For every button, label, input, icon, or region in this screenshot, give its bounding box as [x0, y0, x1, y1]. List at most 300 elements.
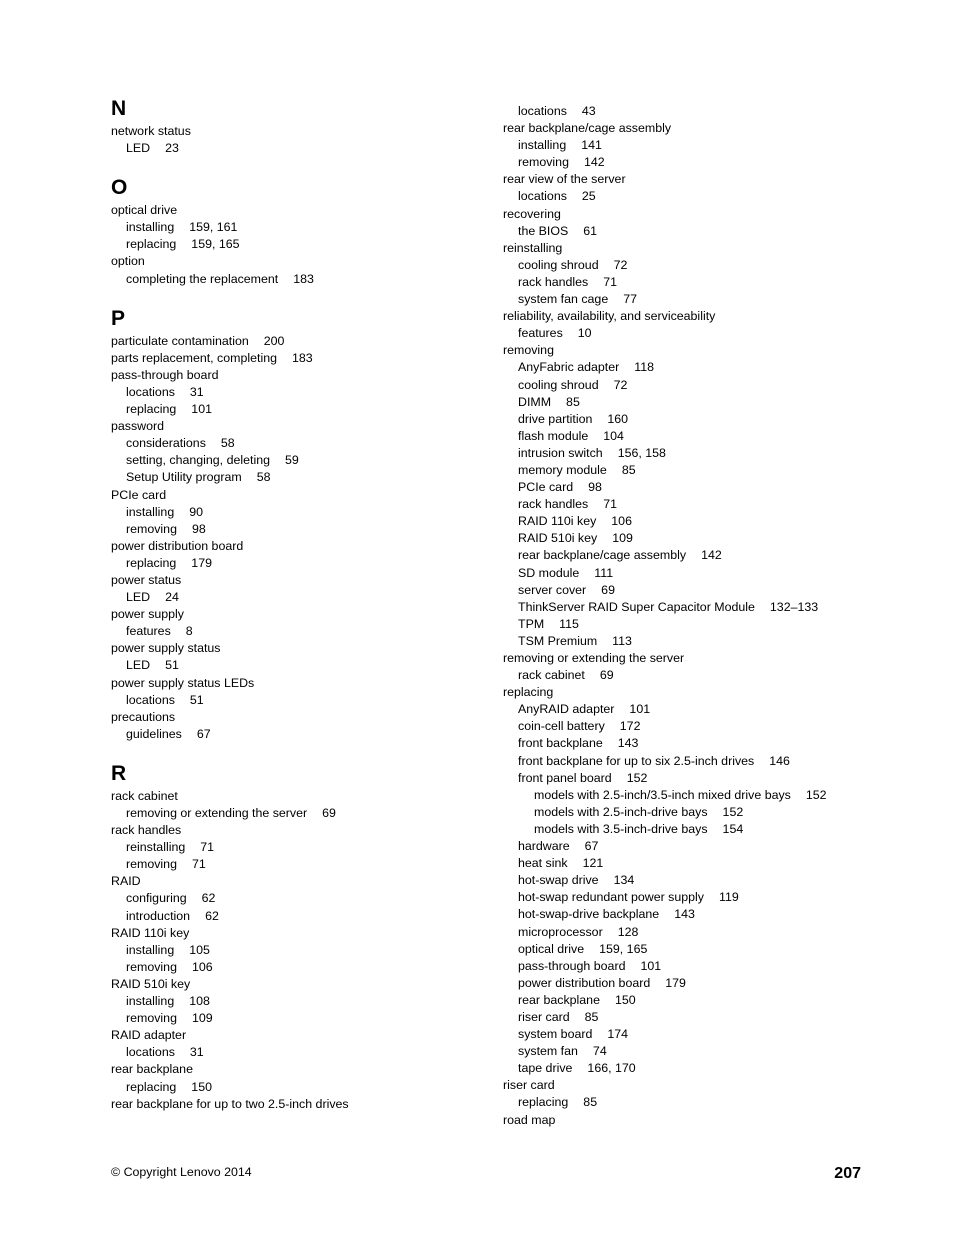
entry-term: hardware — [518, 839, 570, 854]
entry-page-ref[interactable]: 62 — [201, 891, 216, 906]
entry-term: reliability, availability, and serviceability — [503, 309, 716, 324]
entry-term: replacing — [126, 402, 177, 417]
entry-term: rack cabinet — [111, 788, 178, 803]
entry-term: microprocessor — [518, 924, 603, 939]
index-subentry — [503, 530, 933, 547]
entry-page-ref[interactable]: 24 — [165, 590, 179, 605]
entry-term: rack handles — [518, 497, 589, 512]
entry-page-ref[interactable]: 58 — [256, 470, 271, 485]
entry-page-ref[interactable]: 25 — [581, 189, 596, 204]
index-entry — [111, 788, 491, 805]
index-entry — [111, 606, 491, 623]
index-subentry — [503, 274, 933, 291]
index-subentry — [503, 565, 933, 582]
entry-page-ref[interactable]: 59 — [284, 453, 299, 468]
entry-term: particulate contamination — [111, 333, 249, 348]
index-subsubentry — [503, 821, 933, 838]
entry-page-ref[interactable]: 77 — [623, 292, 638, 307]
index-subentry — [111, 401, 491, 418]
index-subentry — [111, 452, 491, 469]
entry-term: completing the replacement — [126, 271, 279, 286]
entry-term: locations — [126, 384, 175, 399]
entry-term: the BIOS — [518, 223, 569, 238]
entry-page-ref[interactable]: 72 — [613, 257, 628, 272]
index-entry — [111, 350, 491, 367]
index-subentry — [503, 462, 933, 479]
index-subentry — [503, 445, 933, 462]
entry-term: rear backplane — [111, 1062, 193, 1077]
entry-page-ref[interactable]: 10 — [577, 326, 592, 341]
index-entry — [503, 308, 933, 325]
entry-term: locations — [518, 189, 567, 204]
entry-term: replacing — [518, 1095, 569, 1110]
entry-page-ref[interactable]: 101 — [191, 402, 212, 417]
entry-term: system fan — [518, 1044, 578, 1059]
entry-term: rear view of the server — [503, 172, 626, 187]
index-entry — [503, 171, 933, 188]
index-subentry — [503, 1009, 933, 1026]
entry-term: removing or extending the server — [503, 651, 685, 665]
index-subentry — [111, 623, 491, 640]
index-entry — [111, 925, 491, 942]
index-entry — [503, 1077, 933, 1094]
entry-page-ref[interactable]: 85 — [566, 394, 580, 409]
entry-term: power distribution board — [518, 975, 651, 990]
index-subentry — [503, 975, 933, 992]
entry-term: cooling shroud — [518, 257, 599, 272]
entry-term: hot-swap drive — [518, 873, 599, 888]
entry-term: cooling shroud — [518, 377, 599, 392]
entry-page-ref[interactable]: 111 — [594, 565, 614, 580]
index-subentry — [111, 1079, 491, 1096]
entry-term: hot-swap-drive backplane — [518, 907, 660, 922]
entry-term: PCIe card — [518, 480, 574, 495]
entry-page-ref[interactable]: 141 — [581, 138, 602, 153]
index-subentry — [111, 805, 491, 822]
index-entry — [111, 709, 491, 726]
index-subentry — [111, 856, 491, 873]
index-entry — [111, 873, 491, 890]
entry-term: removing — [126, 959, 177, 974]
index-subentry — [503, 924, 933, 941]
entry-page-ref[interactable]: 156, 158 — [617, 445, 666, 460]
entry-term: TSM Premium — [518, 633, 598, 648]
index-subentry — [503, 223, 933, 240]
entry-page-ref[interactable]: 154 — [722, 821, 744, 836]
index-entry — [111, 418, 491, 435]
entry-page-ref[interactable]: 31 — [189, 1045, 204, 1060]
entry-term: rack handles — [111, 823, 182, 838]
entry-page-ref[interactable]: 143 — [617, 736, 639, 751]
entry-term: hot-swap redundant power supply — [518, 890, 704, 905]
entry-term: coin-cell battery — [518, 719, 605, 734]
index-subentry — [111, 435, 491, 452]
index-subentry — [111, 908, 491, 925]
index-letter-heading: O — [111, 176, 128, 200]
index-entry — [111, 487, 491, 504]
index-subentry — [111, 890, 491, 907]
index-subentry — [503, 992, 933, 1009]
entry-term: optical drive — [111, 203, 178, 218]
entry-page-ref[interactable]: 43 — [581, 104, 596, 118]
entry-term: RAID 110i key — [111, 925, 190, 940]
entry-term: models with 2.5-inch-drive bays — [534, 804, 708, 819]
entry-page-ref[interactable]: 31 — [189, 384, 204, 399]
entry-term: road map — [503, 1112, 556, 1127]
entry-term: removing — [126, 857, 177, 872]
entry-page-ref[interactable]: 85 — [584, 1009, 599, 1024]
entry-page-ref[interactable]: 105 — [189, 942, 210, 957]
entry-term: removing — [503, 343, 554, 358]
index-entry — [111, 822, 491, 839]
entry-page-ref[interactable]: 101 — [640, 958, 662, 973]
entry-page-ref[interactable]: 115 — [559, 616, 579, 631]
entry-term: features — [126, 624, 171, 639]
entry-page-ref[interactable]: 142 — [701, 548, 722, 563]
index-entry — [111, 1061, 491, 1078]
index-subentry — [503, 889, 933, 906]
index-subentry — [503, 1094, 933, 1111]
entry-term: password — [111, 419, 165, 434]
entry-term: TPM — [518, 616, 545, 631]
entry-page-ref[interactable]: 166, 170 — [587, 1061, 636, 1076]
entry-term: LED — [126, 658, 151, 673]
entry-page-ref[interactable]: 51 — [165, 658, 179, 673]
entry-page-ref[interactable]: 134 — [613, 873, 635, 888]
entry-term: front backplane for up to six 2.5-inch drives — [518, 753, 755, 768]
entry-term: option — [111, 254, 145, 269]
index-subentry — [503, 377, 933, 394]
entry-term: reinstalling — [126, 840, 186, 855]
index-subentry — [503, 1026, 933, 1043]
index-entry — [111, 333, 491, 350]
entry-term: rear backplane — [518, 992, 600, 1007]
index-subentry — [503, 616, 933, 633]
entry-term: setting, changing, deleting — [126, 453, 270, 468]
entry-term: system fan cage — [518, 292, 609, 307]
entry-term: optical drive — [518, 941, 585, 956]
entry-term: front panel board — [518, 770, 612, 785]
index-subsubentry — [503, 787, 933, 804]
entry-term: installing — [126, 220, 175, 235]
entry-term: RAID adapter — [111, 1028, 187, 1043]
entry-term: rear backplane for up to two 2.5-inch drives — [111, 1096, 349, 1111]
index-entry — [111, 572, 491, 589]
page-number: 207 — [834, 1165, 861, 1182]
entry-page-ref[interactable]: 142 — [583, 155, 605, 170]
index-subentry — [503, 753, 933, 770]
entry-term: RAID 510i key — [518, 531, 598, 546]
entry-term: SD module — [518, 565, 580, 580]
entry-page-ref[interactable]: 61 — [583, 223, 598, 238]
index-subentry — [503, 325, 933, 342]
index-subentry — [111, 140, 491, 157]
index-subentry — [503, 513, 933, 530]
entry-term: replacing — [126, 237, 177, 252]
entry-term: LED — [126, 590, 151, 605]
entry-term: features — [518, 326, 563, 341]
index-letter-heading: R — [111, 761, 127, 785]
index-subsubentry — [503, 804, 933, 821]
index-subentry — [503, 906, 933, 923]
index-entry — [503, 650, 933, 667]
index-subentry — [503, 855, 933, 872]
index-subentry — [111, 219, 491, 236]
index-subentry — [111, 521, 491, 538]
entry-term: ThinkServer RAID Super Capacitor Module — [518, 599, 755, 614]
index-subentry — [503, 599, 933, 616]
entry-term: locations — [126, 692, 175, 707]
index-subentry — [503, 188, 933, 205]
entry-page-ref[interactable]: 109 — [612, 531, 633, 546]
entry-term: DIMM — [518, 394, 552, 409]
entry-page-ref[interactable]: 128 — [617, 924, 639, 939]
entry-page-ref[interactable]: 106 — [611, 514, 632, 529]
entry-page-ref[interactable]: 23 — [165, 141, 179, 156]
entry-page-ref[interactable]: 119 — [718, 890, 739, 905]
index-entry — [111, 253, 491, 270]
index-subentry — [111, 839, 491, 856]
entry-term: riser card — [503, 1078, 555, 1093]
entry-term: considerations — [126, 436, 206, 451]
entry-page-ref[interactable]: 152 — [805, 787, 827, 802]
entry-page-ref[interactable]: 146 — [769, 753, 790, 768]
entry-page-ref[interactable]: 69 — [599, 668, 614, 683]
entry-term: guidelines — [126, 726, 182, 741]
entry-page-ref[interactable]: 101 — [629, 702, 651, 717]
index-subentry — [111, 692, 491, 709]
entry-page-ref[interactable]: 71 — [191, 857, 206, 872]
entry-term: power distribution board — [111, 538, 244, 553]
entry-page-ref[interactable]: 69 — [322, 806, 336, 820]
entry-page-ref[interactable]: 109 — [191, 1011, 213, 1026]
entry-term: PCIe card — [111, 487, 167, 502]
index-entry — [503, 240, 933, 257]
entry-term: Setup Utility program — [126, 470, 242, 485]
entry-page-ref[interactable]: 200 — [263, 333, 285, 348]
index-subentry — [111, 271, 491, 288]
entry-page-ref[interactable]: 106 — [191, 959, 213, 974]
entry-page-ref[interactable]: 62 — [205, 908, 219, 923]
footer-copyright: © Copyright Lenovo 2014 — [111, 1165, 252, 1179]
entry-page-ref[interactable]: 132–133 — [769, 599, 819, 614]
entry-page-ref[interactable]: 152 — [626, 770, 648, 785]
entry-page-ref[interactable]: 172 — [619, 719, 641, 734]
entry-term: front backplane — [518, 736, 603, 751]
entry-term: server cover — [518, 582, 587, 597]
entry-page-ref[interactable]: 71 — [200, 840, 215, 855]
entry-term: flash module — [518, 428, 589, 443]
index-subentry — [503, 1060, 933, 1077]
index-subentry — [111, 384, 491, 401]
entry-page-ref[interactable]: 71 — [603, 497, 618, 512]
entry-term: reinstalling — [503, 240, 563, 255]
entry-term: heat sink — [518, 856, 568, 871]
entry-page-ref[interactable]: 159, 165 — [191, 237, 240, 252]
entry-page-ref[interactable]: 71 — [603, 274, 618, 289]
entry-page-ref[interactable]: 108 — [189, 994, 210, 1009]
index-subentry — [111, 959, 491, 976]
entry-term: models with 2.5-inch/3.5-inch mixed drive bays — [534, 787, 791, 802]
index-entry — [503, 342, 933, 359]
index-subentry — [503, 838, 933, 855]
entry-term: pass-through board — [111, 367, 219, 382]
entry-page-ref[interactable]: 121 — [582, 856, 604, 871]
entry-page-ref[interactable]: 98 — [191, 521, 206, 536]
entry-page-ref[interactable]: 179 — [191, 555, 212, 570]
entry-term: removing — [126, 1011, 177, 1026]
index-subentry — [503, 291, 933, 308]
entry-term: RAID 110i key — [518, 514, 597, 529]
entry-term: riser card — [518, 1009, 570, 1024]
entry-page-ref[interactable]: 51 — [189, 692, 204, 707]
entry-term: precautions — [111, 709, 176, 724]
entry-page-ref[interactable]: 152 — [722, 804, 744, 819]
index-subentry — [503, 359, 933, 376]
entry-term: network status — [111, 124, 191, 138]
index-subentry — [111, 993, 491, 1010]
index-entry — [111, 538, 491, 555]
index-subentry — [503, 958, 933, 975]
entry-term: pass-through board — [518, 958, 626, 973]
entry-term: RAID 510i key — [111, 976, 191, 991]
entry-term: removing — [126, 521, 177, 536]
index-entry — [111, 976, 491, 993]
index-subentry — [111, 1010, 491, 1027]
entry-term: models with 3.5-inch-drive bays — [534, 821, 708, 836]
entry-page-ref[interactable]: 69 — [601, 582, 615, 597]
index-subentry — [503, 428, 933, 445]
entry-term: introduction — [126, 908, 191, 923]
entry-term: installing — [126, 994, 175, 1009]
entry-term: rack cabinet — [518, 668, 585, 683]
entry-term: drive partition — [518, 411, 593, 426]
entry-term: parts replacement, completing — [111, 350, 277, 365]
entry-term: configuring — [126, 891, 187, 906]
index-subentry — [111, 469, 491, 486]
index-subentry — [503, 479, 933, 496]
index-column-left — [111, 95, 491, 1113]
entry-page-ref[interactable]: 118 — [634, 360, 655, 375]
index-entry — [111, 640, 491, 657]
entry-page-ref[interactable]: 159, 165 — [599, 941, 648, 956]
entry-term: installing — [126, 942, 175, 957]
index-entry — [503, 206, 933, 223]
entry-page-ref[interactable]: 143 — [674, 907, 695, 922]
entry-page-ref[interactable]: 179 — [665, 975, 686, 990]
entry-page-ref[interactable]: 160 — [607, 411, 629, 426]
entry-page-ref[interactable]: 67 — [584, 839, 599, 854]
entry-term: power status — [111, 572, 182, 587]
index-subentry — [503, 941, 933, 958]
index-subentry — [503, 394, 933, 411]
entry-page-ref[interactable]: 85 — [621, 462, 636, 477]
entry-term: power supply — [111, 607, 185, 622]
entry-term: AnyRAID adapter — [518, 702, 615, 717]
index-subentry — [503, 872, 933, 889]
entry-term: power supply status LEDs — [111, 675, 255, 690]
entry-term: removing or extending the server — [126, 806, 308, 820]
index-subentry — [503, 1043, 933, 1060]
index-subentry — [503, 633, 933, 650]
entry-term: locations — [126, 1045, 175, 1060]
entry-page-ref[interactable]: 104 — [603, 428, 624, 443]
index-subentry — [503, 411, 933, 428]
entry-page-ref[interactable]: 90 — [189, 504, 204, 519]
entry-term: LED — [126, 141, 151, 156]
entry-term: locations — [518, 104, 567, 118]
entry-page-ref[interactable]: 72 — [613, 377, 628, 392]
entry-page-ref[interactable]: 183 — [293, 271, 314, 286]
index-subentry — [111, 236, 491, 253]
index-subentry — [503, 154, 933, 171]
index-letter-heading: N — [111, 97, 127, 120]
entry-page-ref[interactable]: 150 — [191, 1079, 212, 1094]
index-subentry — [111, 504, 491, 521]
entry-term: memory module — [518, 462, 607, 477]
index-column-right — [503, 103, 933, 1129]
entry-page-ref[interactable]: 85 — [583, 1095, 598, 1110]
entry-page-ref[interactable]: 74 — [592, 1044, 607, 1059]
entry-term: power supply status — [111, 641, 221, 656]
index-letter-heading: P — [111, 306, 126, 330]
index-subentry — [503, 547, 933, 564]
index-subentry — [503, 667, 933, 684]
index-subentry — [111, 657, 491, 674]
index-entry — [111, 367, 491, 384]
entry-term: tape drive — [518, 1061, 573, 1076]
entry-page-ref[interactable]: 8 — [185, 624, 193, 639]
entry-page-ref[interactable]: 159, 161 — [189, 220, 238, 235]
index-subentry — [503, 735, 933, 752]
index-subentry — [503, 718, 933, 735]
entry-term: rear backplane/cage assembly — [518, 548, 687, 563]
index-entry — [111, 675, 491, 692]
entry-term: recovering — [503, 206, 561, 221]
index-entry — [503, 684, 933, 701]
entry-page-ref[interactable]: 183 — [291, 350, 313, 365]
entry-term: replacing — [503, 685, 554, 700]
entry-term: replacing — [126, 1079, 177, 1094]
index-subentry — [503, 701, 933, 718]
index-subentry — [503, 137, 933, 154]
index-subentry — [503, 103, 933, 120]
index-subentry — [111, 555, 491, 572]
index-entry — [503, 1112, 933, 1129]
entry-term: removing — [518, 155, 569, 170]
index-entry — [503, 120, 933, 137]
entry-term: AnyFabric adapter — [518, 360, 620, 375]
index-subentry — [111, 589, 491, 606]
index-subentry — [503, 257, 933, 274]
entry-page-ref[interactable]: 98 — [588, 480, 602, 495]
entry-page-ref[interactable]: 174 — [607, 1027, 629, 1042]
entry-term: intrusion switch — [518, 445, 603, 460]
entry-term: rear backplane/cage assembly — [503, 121, 672, 136]
entry-term: RAID — [111, 874, 141, 889]
entry-term: installing — [518, 138, 567, 153]
entry-term: rack handles — [518, 274, 589, 289]
index-subentry — [111, 942, 491, 959]
index-entry — [111, 1027, 491, 1044]
entry-page-ref[interactable]: 113 — [612, 633, 632, 648]
entry-page-ref[interactable]: 150 — [614, 992, 636, 1007]
entry-term: system board — [518, 1027, 593, 1042]
entry-term: replacing — [126, 555, 177, 570]
entry-page-ref[interactable]: 67 — [196, 726, 211, 741]
entry-page-ref[interactable]: 58 — [220, 436, 235, 451]
index-entry — [111, 202, 491, 219]
